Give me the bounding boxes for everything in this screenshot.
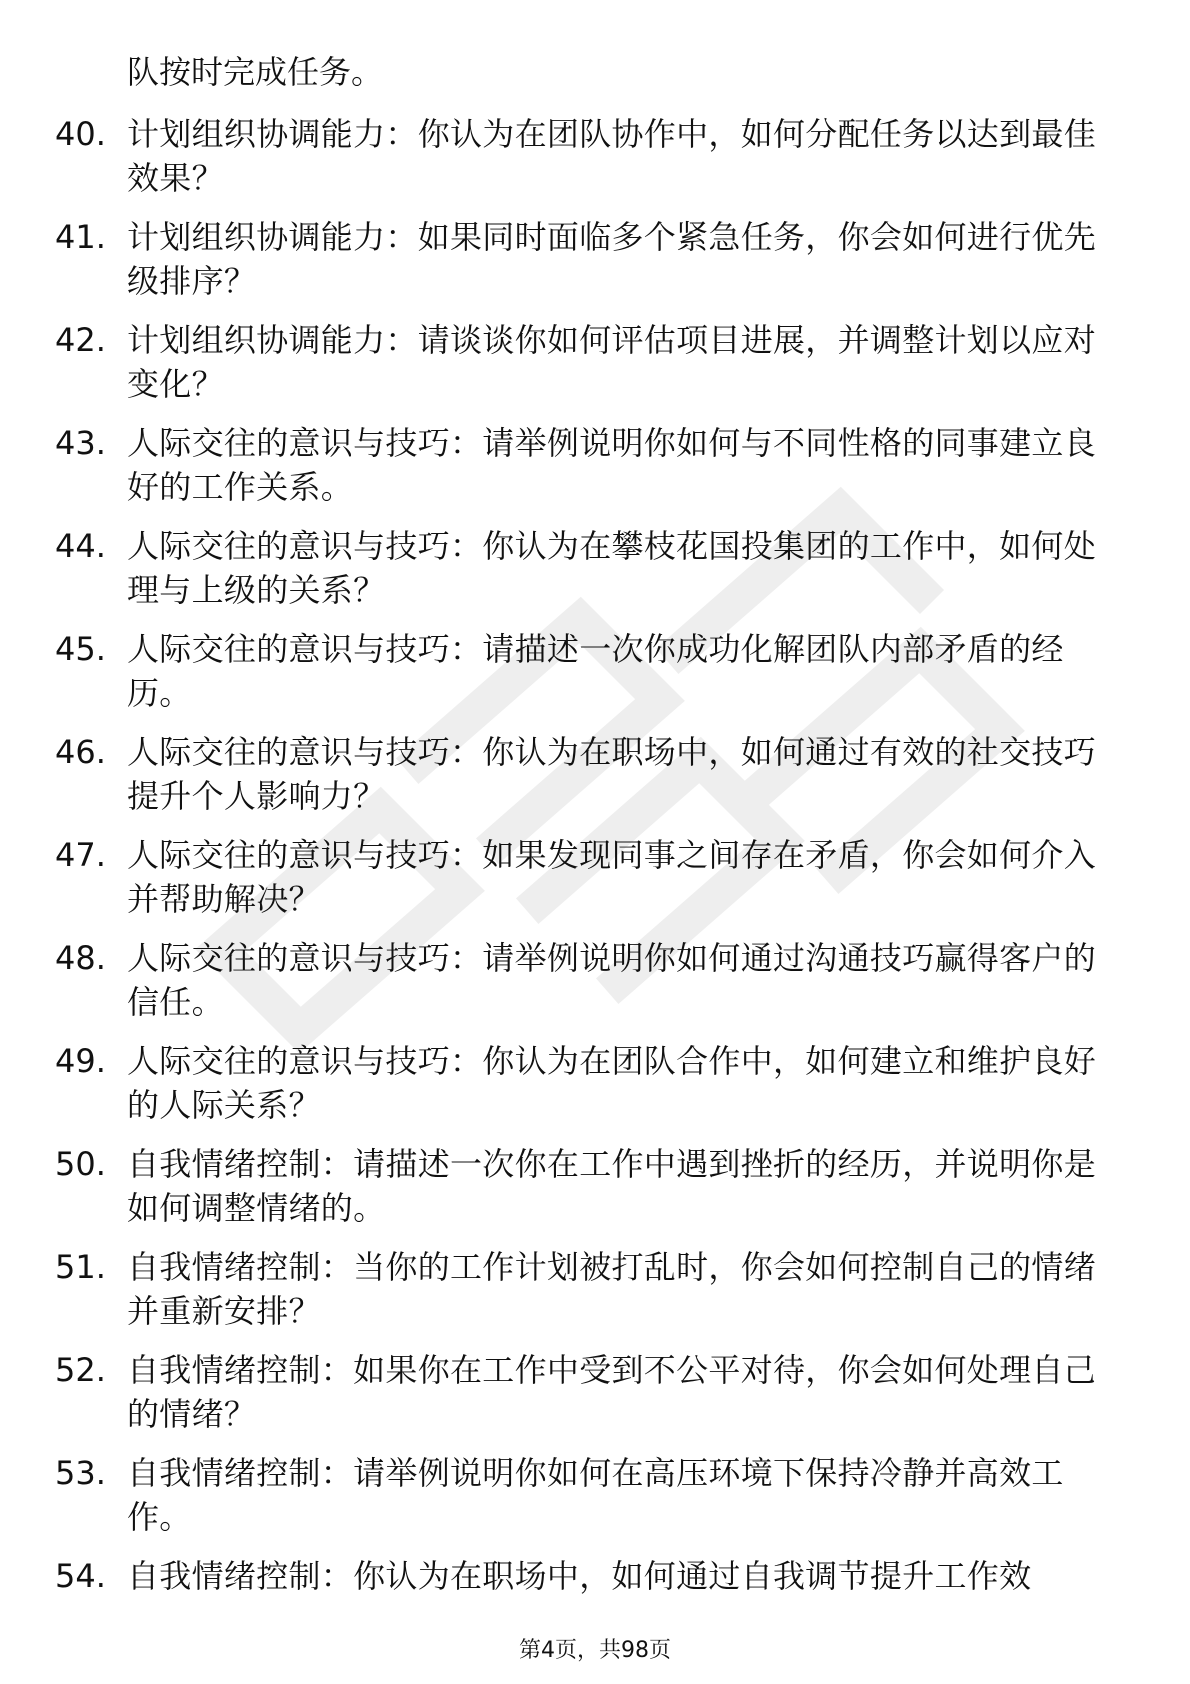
question-item xyxy=(0,1342,1190,1445)
question-item xyxy=(0,209,1190,312)
question-number: 43. xyxy=(55,424,106,462)
question-number: 48. xyxy=(55,939,106,977)
question-item xyxy=(0,621,1190,724)
question-number: 54. xyxy=(55,1557,106,1595)
question-number: 51. xyxy=(55,1248,106,1286)
question-number: 53. xyxy=(55,1454,106,1492)
question-text: 自我情绪控制：如果你在工作中受到不公平对待，你会如何处理自己的情绪？ xyxy=(127,1351,1097,1433)
question-item xyxy=(0,1136,1190,1239)
question-text: 人际交往的意识与技巧：请举例说明你如何与不同性格的同事建立良好的工作关系。 xyxy=(127,424,1097,506)
question-number: 42. xyxy=(55,321,106,359)
question-text: 人际交往的意识与技巧：你认为在团队合作中，如何建立和维护良好的人际关系？ xyxy=(127,1042,1097,1124)
question-number: 45. xyxy=(55,630,106,668)
question-text: 自我情绪控制：你认为在职场中，如何通过自我调节提升工作效 xyxy=(127,1557,1032,1595)
question-text: 自我情绪控制：当你的工作计划被打乱时，你会如何控制自己的情绪并重新安排？ xyxy=(127,1248,1097,1330)
question-text: 计划组织协调能力：你认为在团队协作中，如何分配任务以达到最佳效果？ xyxy=(127,115,1097,197)
question-item xyxy=(0,724,1190,827)
question-text: 人际交往的意识与技巧：如果发现同事之间存在矛盾，你会如何介入并帮助解决？ xyxy=(127,836,1097,918)
question-number: 52. xyxy=(55,1351,106,1389)
question-text: 人际交往的意识与技巧：你认为在攀枝花国投集团的工作中，如何处理与上级的关系？ xyxy=(127,527,1097,609)
question-item xyxy=(0,312,1190,415)
question-number: 41. xyxy=(55,218,106,256)
question-number: 46. xyxy=(55,733,106,771)
question-item xyxy=(0,106,1190,209)
question-item xyxy=(0,415,1190,518)
page-footer: 第4页，共98页 xyxy=(519,1638,671,1663)
question-item xyxy=(0,930,1190,1033)
question-number: 49. xyxy=(55,1042,106,1080)
question-number: 44. xyxy=(55,527,106,565)
question-text: 人际交往的意识与技巧：你认为在职场中，如何通过有效的社交技巧提升个人影响力？ xyxy=(127,733,1097,815)
question-text: 计划组织协调能力：如果同时面临多个紧急任务，你会如何进行优先级排序？ xyxy=(127,218,1097,300)
question-number: 47. xyxy=(55,836,106,874)
question-text: 人际交往的意识与技巧：请举例说明你如何通过沟通技巧赢得客户的信任。 xyxy=(127,939,1097,1021)
question-item xyxy=(0,827,1190,930)
question-item xyxy=(0,1239,1190,1342)
continuation-text: 队按时完成任务。 xyxy=(127,53,384,91)
question-number: 40. xyxy=(55,115,106,153)
question-number: 50. xyxy=(55,1145,106,1183)
question-text: 计划组织协调能力：请谈谈你如何评估项目进展，并调整计划以应对变化？ xyxy=(127,321,1097,403)
question-text: 自我情绪控制：请举例说明你如何在高压环境下保持冷静并高效工作。 xyxy=(127,1454,1064,1536)
question-text: 自我情绪控制：请描述一次你在工作中遇到挫折的经历，并说明你是如何调整情绪的。 xyxy=(127,1145,1097,1227)
question-item xyxy=(0,1445,1190,1548)
question-item xyxy=(0,1033,1190,1136)
question-text: 人际交往的意识与技巧：请描述一次你成功化解团队内部矛盾的经历。 xyxy=(127,630,1064,712)
question-list xyxy=(0,106,1190,1651)
question-item xyxy=(0,518,1190,621)
